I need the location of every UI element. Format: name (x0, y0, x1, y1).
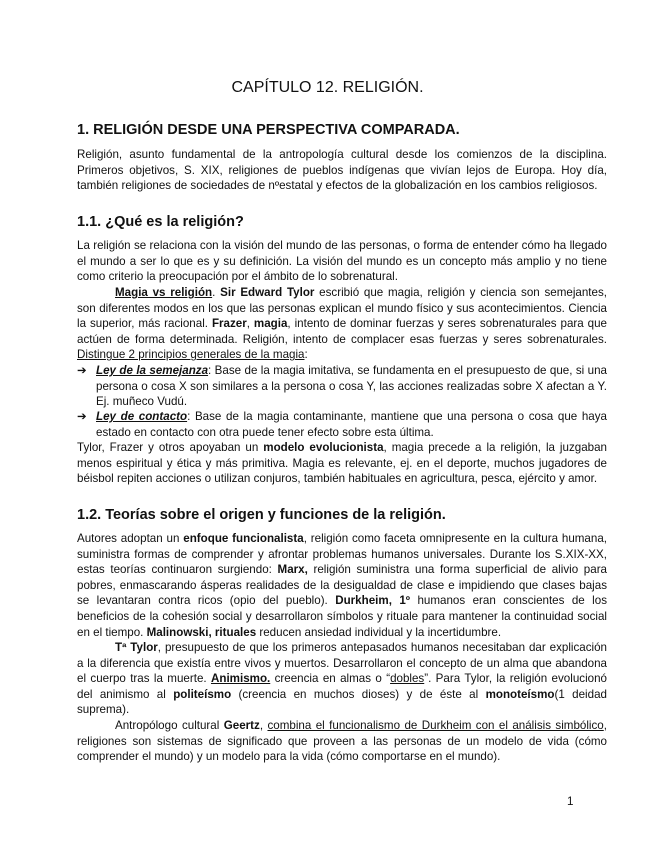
section-1-heading: 1. RELIGIÓN DESDE UNA PERSPECTIVA COMPARADA. (77, 122, 460, 138)
page-number: 1 (567, 795, 574, 808)
term-dobles: dobles (390, 672, 425, 686)
section-1-1-heading: 1.1. ¿Qué es la religión? (77, 214, 244, 230)
bullet-ley-semejanza: ➔ Ley de la semejanza: Base de la magia imitativa, se fundamenta en el presupuesto de que, si una persona o cosa X son similares a la persona o cosa Y, las acciones realizadas sobre X afectan a Y. Ej. muñeco Vudú. (77, 364, 607, 409)
term-combina-funcionalismo: combina el funcionalismo de Durkheim con el análisis simbólico (267, 719, 604, 732)
term-monoteismo: monoteísmo (485, 687, 555, 701)
distingue-principios: Distingue 2 principios generales de la magia (77, 348, 305, 362)
arrow-icon: ➔ (77, 410, 87, 423)
term-modelo-evolucionista: modelo evolucionista (263, 441, 384, 454)
term-rituales: rituales (211, 625, 257, 639)
term-marx: Marx, (277, 563, 308, 577)
magia-vs-religion-label: Magia vs religión (115, 286, 213, 299)
section-1-2-paragraph-1: Autores adoptan un enfoque funcionalista, religión como faceta omnipresente en la cultura humana, suministra formas de comprender y afrontar problemas humanos universales. Durante los S.XIX-XX, estas teorías continuaron surgiendo: Marx, religión suministra una forma superficial de alivio para pobres, enmascarando ásperas realidades de la desigualdad de clase e impidiendo que clases bajas se levantaran contra ricos (opio del pueblo). Durkheim, 1º humanos eran conscientes de los beneficios de la cohesión social y desarrollaron símbolos y rituale para mantener la continuidad social en el tiempo. Malinowski, rituales reducen ansiedad individual y la incertidumbre. (77, 532, 607, 639)
term-durkheim: Durkheim, 1º (335, 594, 411, 608)
term-malinowski: Malinowski, (146, 625, 212, 639)
arrow-icon: ➔ (77, 364, 87, 377)
term-enfoque-funcionalista: enfoque funcionalista (183, 532, 304, 545)
section-1-2-paragraph-geertz: Antropólogo cultural Geertz, combina el funcionalismo de Durkheim con el análisis simbólico, religiones son sistemas de significado que proveen a las personas de un modelo de vida (cómo comprender el mundo) y un modelo para la vida (cómo comportarse en el mundo). (77, 719, 607, 764)
term-animismo: Animismo. (210, 672, 271, 686)
section-1-2-paragraph-tylor: Tª Tylor, presupuesto de que los primeros antepasados humanos necesitaban dar explicación a la diferencia que existía entre vivos y muertos. Desarrollaron el concepto de un alma que abandona el cuerpo tras la muerte. Animismo. creencia en almas o “dobles”. Para Tylor, la religión evolucionó del animismo al politeísmo (creencia en muchos dioses) y de éste al monoteísmo(1 deidad suprema). (77, 641, 608, 717)
section-1-1-paragraph-magia: Magia vs religión. Sir Edward Tylor escribió que magia, religión y ciencia son semejantes, son diferentes modos en los que las personas explican el mundo físico y sus acontecimientos. Ciencia la superior, más racional. Frazer, magia, intento de dominar fuerzas y seres sobrenaturales para que actúen de forma determinada. Religión, intento de complacer esas fuerzas y seres sobrenaturales. Distingue 2 principios generales de la magia: (77, 286, 607, 362)
term-magia: magia (253, 317, 288, 331)
term-politeismo: politeísmo (173, 687, 232, 701)
term-geertz: Geertz (223, 719, 260, 732)
section-1-2-heading: 1.2. Teorías sobre el origen y funciones de la religión. (77, 507, 446, 523)
ley-semejanza-label: Ley de la semejanza (96, 364, 209, 377)
bullet-ley-contacto: ➔ Ley de contacto: Base de la magia contaminante, mantiene que una persona o cosa que haya estado en contacto con otra puede tener efecto sobre esta última. (77, 410, 608, 439)
term-t-tylor: Tª Tylor (115, 641, 158, 654)
section-1-intro: Religión, asunto fundamental de la antropología cultural desde los comienzos de la disciplina. Primeros objetivos, S. XIX, religiones de pueblos indígenas que vivían lejos de Europa. Hoy día, también religiones de sociedades de nºestatal y efectos de la globalización en los cambios religiosos. (77, 148, 607, 193)
term-tylor: Sir Edward Tylor (220, 286, 315, 299)
ley-contacto-label: Ley de contacto (96, 410, 188, 423)
term-frazer: Frazer (211, 317, 247, 331)
chapter-title: CAPÍTULO 12. RELIGIÓN. (231, 79, 424, 96)
section-1-1-paragraph-1: La religión se relaciona con la visión del mundo de las personas, o forma de entender cómo ha llegado el mundo a ser lo que es y su definición. La visión del mundo es un concepto más amplio y no tiene como criterio la preocupación por el ámbito de lo sobrenatural. (77, 239, 607, 284)
section-1-1-paragraph-evolucionista: Tylor, Frazer y otros apoyaban un modelo evolucionista, magia precede a la religión, la juzgaban menos espiritual y ética y más primitiva. Magia es relevante, ej. en el deporte, muchos jugadores de béisbol repiten acciones o utilizan conjuros, también habituales en agricultura, pesca, ejército y amor. (77, 441, 607, 486)
